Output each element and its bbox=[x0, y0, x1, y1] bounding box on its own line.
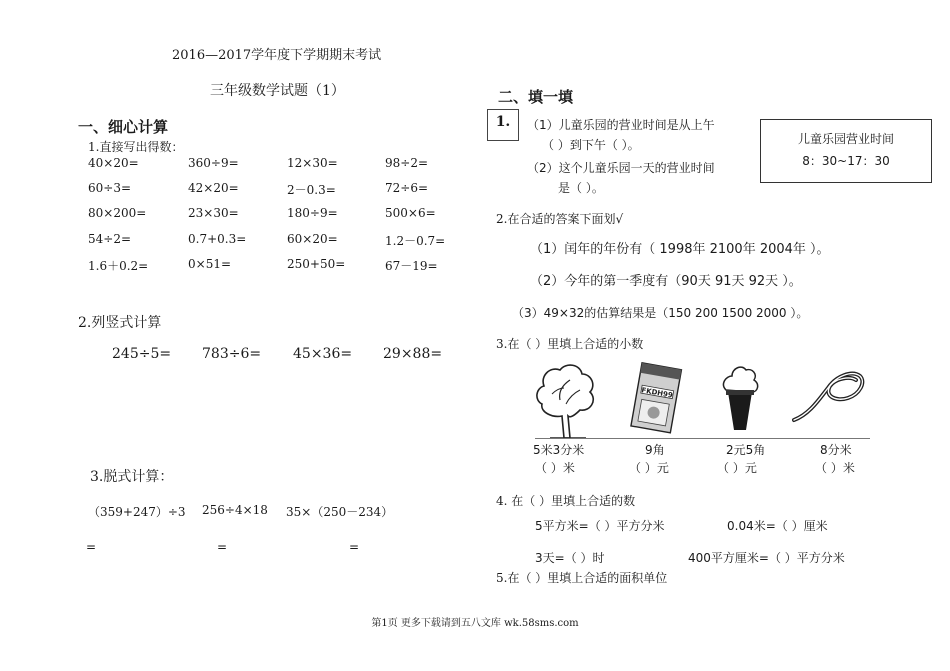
mental-problem: 500×6= bbox=[385, 206, 436, 220]
fill-line: （1）儿童乐园的营业时间是从上午 bbox=[527, 118, 715, 132]
question-number-box: 1. bbox=[487, 109, 519, 141]
notebook-icon bbox=[628, 362, 686, 436]
vertical-problem: 245÷5= bbox=[112, 346, 172, 362]
unit-problem: 5平方米=（ ）平方分米 bbox=[535, 519, 665, 533]
check-line: （1）闰年的年份有（ 1998年 2100年 2004年 ）。 bbox=[530, 242, 830, 257]
item-value: 5米3分米 bbox=[533, 443, 585, 457]
section-heading-fill: 二、填一填 bbox=[498, 88, 574, 106]
ice-cream-icon bbox=[718, 362, 762, 434]
stepwise-problem: 35×（250－234） bbox=[286, 505, 394, 519]
item-value: 8分米 bbox=[820, 443, 852, 457]
mental-problem: 180÷9= bbox=[287, 206, 338, 220]
mental-problem: 72÷6= bbox=[385, 181, 429, 195]
stepwise-problem: （359+247）÷3 bbox=[88, 505, 186, 519]
unit-problem: 400平方厘米=（ ）平方分米 bbox=[688, 551, 845, 565]
mental-problem: 360÷9= bbox=[188, 156, 239, 170]
equals-sign: = bbox=[86, 540, 97, 554]
mental-problem: 12×30= bbox=[287, 156, 338, 170]
mental-problem: 60×20= bbox=[287, 232, 338, 246]
equals-sign: = bbox=[349, 540, 360, 554]
mental-problem: 1.6＋0.2= bbox=[88, 259, 149, 273]
mental-problem: 42×20= bbox=[188, 181, 239, 195]
mental-problem: 80×200= bbox=[88, 206, 147, 220]
hours-box-title: 儿童乐园营业时间 bbox=[797, 132, 894, 146]
check-line: （3）49×32的估算结果是（150 200 1500 2000 ）。 bbox=[512, 306, 809, 320]
mental-problem: 0×51= bbox=[188, 257, 232, 271]
notebook-text: FKDH99 bbox=[640, 386, 674, 400]
vertical-problem: 29×88= bbox=[383, 346, 443, 362]
section-heading-calc: 一、细心计算 bbox=[78, 118, 169, 136]
question-label-number: 4. 在（ ）里填上合适的数 bbox=[496, 494, 636, 508]
unit-problem: 0.04米=（ ）厘米 bbox=[727, 519, 828, 533]
item-blank: （ ）米 bbox=[815, 461, 855, 475]
check-line: （2）今年的第一季度有（90天 91天 92天 ）。 bbox=[530, 274, 802, 289]
question-label-vertical: 2.列竖式计算 bbox=[78, 315, 162, 331]
picture-baseline bbox=[535, 438, 870, 439]
mental-problem: 250+50= bbox=[287, 257, 346, 271]
mental-problem: 0.7+0.3= bbox=[188, 232, 247, 246]
question-label-area-unit: 5.在（ ）里填上合适的面积单位 bbox=[496, 571, 668, 585]
fill-line: （2）这个儿童乐园一天的营业时间 bbox=[527, 161, 715, 175]
stepwise-problem: 256÷4×18 bbox=[202, 503, 268, 517]
rope-icon bbox=[790, 366, 870, 426]
item-blank: （ ）元 bbox=[629, 461, 669, 475]
item-blank: （ ）米 bbox=[535, 461, 575, 475]
mental-problem: 40×20= bbox=[88, 156, 139, 170]
mental-problem: 60÷3= bbox=[88, 181, 132, 195]
tree-icon bbox=[530, 360, 600, 440]
vertical-problem: 45×36= bbox=[293, 346, 353, 362]
exam-subtitle: 三年级数学试题（1） bbox=[210, 83, 345, 99]
hours-box-time: 8：30~17：30 bbox=[802, 154, 890, 168]
question-label-decimal: 3.在（ ）里填上合适的小数 bbox=[496, 337, 644, 351]
question-label-check: 2.在合适的答案下面划√ bbox=[496, 212, 624, 226]
item-blank: （ ）元 bbox=[717, 461, 757, 475]
vertical-problem: 783÷6= bbox=[202, 346, 262, 362]
mental-problem: 1.2－0.7= bbox=[385, 234, 446, 248]
mental-problem: 54÷2= bbox=[88, 232, 132, 246]
mental-problem: 98÷2= bbox=[385, 156, 429, 170]
item-value: 9角 bbox=[645, 443, 665, 457]
hours-info-box bbox=[760, 119, 932, 183]
unit-problem: 3天=（ ）时 bbox=[535, 551, 605, 565]
equals-sign: = bbox=[217, 540, 228, 554]
mental-problem: 2－0.3= bbox=[287, 183, 336, 197]
fill-line: （ ）到下午（ ）。 bbox=[542, 138, 640, 152]
mental-problem: 23×30= bbox=[188, 206, 239, 220]
page-footer: 第1页 更多下载请到五八文库 wk.58sms.com bbox=[371, 618, 579, 629]
exam-title: 2016—2017学年度下学期期末考试 bbox=[172, 48, 382, 63]
fill-line: 是（ ）。 bbox=[558, 181, 604, 195]
question-label-mental: 1.直接写出得数： bbox=[88, 140, 184, 154]
question-label-stepwise: 3.脱式计算： bbox=[90, 469, 174, 485]
mental-problem: 67－19= bbox=[385, 259, 438, 273]
item-value: 2元5角 bbox=[726, 443, 766, 457]
